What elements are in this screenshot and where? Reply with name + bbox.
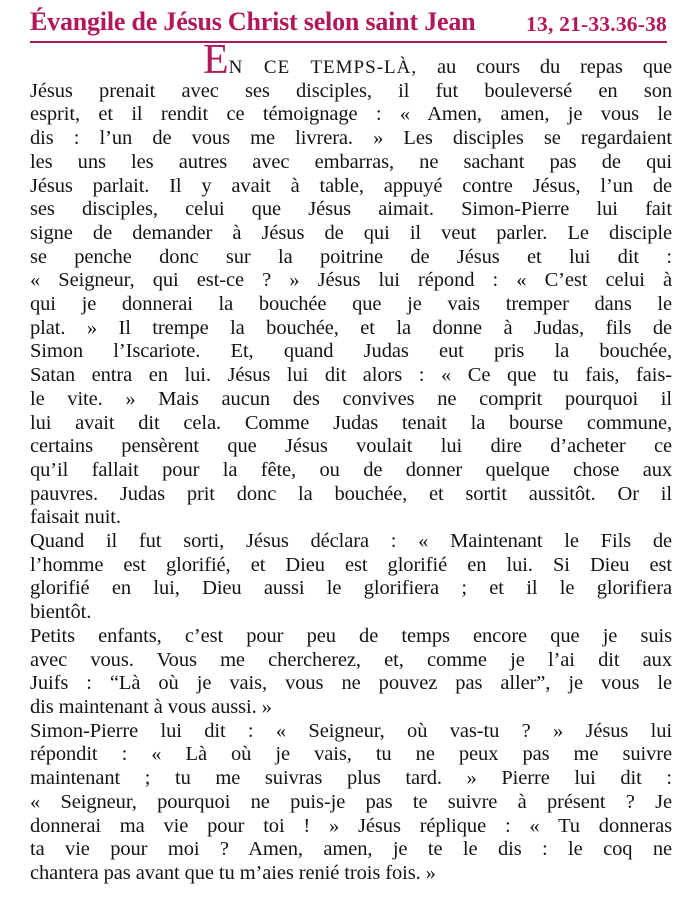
text-line: dis : l’un de vous me livrera. » Les disciples se regardaient [30, 127, 672, 150]
text-line: « Seigneur, pourquoi ne puis-je pas te suivre à présent ? Je [30, 790, 672, 813]
text-line: Satan entra en lui. Jésus lui dit alors : « Ce que tu fais, fais- [30, 364, 672, 387]
incipit-rest: au cours du repas que [437, 56, 672, 78]
incipit-smallcaps: N CE TEMPS-LÀ, [228, 57, 418, 78]
dropcap-letter: E [203, 37, 229, 83]
text-line: le vite. » Mais aucun des convives ne comprit pourquoi il [30, 387, 672, 410]
text-line: pauvres. Judas prit donc la bouchée, et sortit aussitôt. Or il [30, 482, 672, 505]
text-line: Petits enfants, c’est pour peu de temps encore que je suis [30, 624, 672, 647]
text-line: donnerai ma vie pour toi ! » Jésus réplique : « Tu donneras [30, 814, 672, 837]
header [30, 7, 667, 43]
paragraphs-container [30, 80, 672, 886]
text-line: signe de demander à Jésus de qui il veut parler. Le disciple [30, 221, 672, 244]
text-line: qui je donnerai la bouchée que je vais tremper dans le [30, 293, 672, 316]
text-line: Jésus parlait. Il y avait à table, appuyé contre Jésus, l’un de [30, 174, 672, 197]
verse-reference: 13, 21-33.36-38 [526, 12, 667, 36]
text-line: se penche donc sur la poitrine de Jésus et lui dit : [30, 245, 672, 268]
text-line: dis maintenant à vous aussi. » [30, 695, 272, 718]
text-line: l’homme est glorifié, et Dieu est glorifié en lui. Si Dieu est [30, 553, 672, 576]
text-line: Juifs : “Là où je vais, vous ne pouvez pas aller”, je vous le [30, 672, 672, 695]
text-line: lui avait dit cela. Comme Judas tenait la bourse commune, [30, 411, 672, 434]
text-line: ses disciples, celui que Jésus aimait. Simon-Pierre lui fait [30, 198, 672, 221]
text-line: « Seigneur, qui est-ce ? » Jésus lui répond : « C’est celui à [30, 269, 672, 292]
incipit-line [30, 37, 672, 83]
text-line: qu’il fallait pour la fête, ou de donner quelque chose aux [30, 458, 672, 481]
text-line: bientôt. [30, 601, 92, 624]
text-line: les uns les autres avec embarras, ne sachant pas de qui [30, 150, 672, 173]
text-line: Simon l’Iscariote. Et, quand Judas eut pris la bouchée, [30, 340, 672, 363]
text-line: chantera pas avant que tu m’aies renié trois fois. » [30, 861, 436, 884]
text-line: ta vie pour moi ? Amen, amen, je te le dis : le coq ne [30, 838, 672, 861]
text-line: Jésus prenait avec ses disciples, il fut bouleversé en son [30, 79, 672, 102]
text-line: esprit, et il rendit ce témoignage : « Amen, amen, je vous le [30, 103, 672, 126]
text-line: certains pensèrent que Jésus voulait lui dire d’acheter ce [30, 435, 672, 458]
text-line: Quand il fut sorti, Jésus déclara : « Maintenant le Fils de [30, 530, 672, 553]
text-line: plat. » Il trempe la bouchée, et la donne à Judas, fils de [30, 316, 672, 339]
text-line: Simon-Pierre lui dit : « Seigneur, où vas-tu ? » Jésus lui [30, 719, 672, 742]
text-line: glorifié en lui, Dieu aussi le glorifiera ; et il le glorifiera [30, 577, 672, 600]
text-line: répondit : « Là où je vais, tu ne peux pas me suivre [30, 743, 672, 766]
text-line: avec vous. Vous me chercherez, et, comme je l’ai dit aux [30, 648, 672, 671]
page-title: Évangile de Jésus Christ selon saint Jean [30, 7, 476, 36]
gospel-text [30, 37, 672, 886]
text-line: maintenant ; tu me suivras plus tard. » Pierre lui dit : [30, 767, 672, 790]
text-line: faisait nuit. [30, 506, 121, 529]
